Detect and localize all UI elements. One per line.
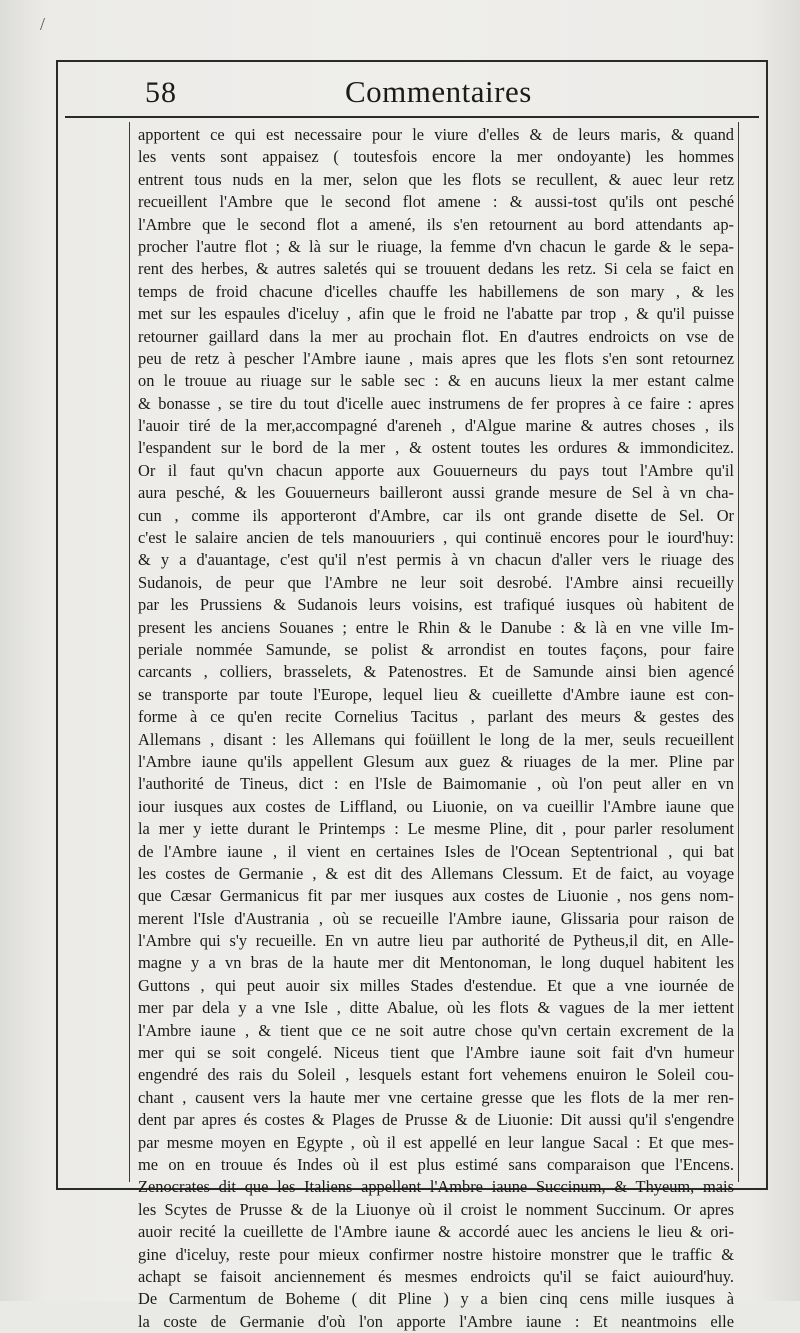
text-line: Allemans , disant : les Allemans qui foüillent le long de la mer, seuls recueillent — [138, 729, 734, 749]
text-line: carcants , colliers, brasselets, & Patenostres. Et de Samunde ainsi bien agencé — [138, 662, 734, 682]
text-line: on le trouue au riuage sur le sable sec : & en aucuns lieux la mer estant calme — [138, 371, 734, 391]
text-line: l'Ambre iaune qu'ils appellent Glesum aux guez & riuages de la mer. Pline par — [138, 751, 734, 771]
text-line: par les Prussiens & Sudanois leurs voisins, est trafiqué iusques où habitent de — [138, 595, 734, 615]
text-line: periale nommée Samunde, se polist & arrondist en toutes façons, pour faire — [138, 639, 734, 659]
page-frame — [56, 60, 768, 1331]
text-line: engendré des rais du Soleil , lesquels estant fort vehemens enuiron le Soleil cou- — [138, 1065, 734, 1085]
text-line: procher l'autre flot ; & là sur le riuage, la femme d'vn chacun le garde & le sepa- — [138, 236, 734, 256]
text-line: la mer y iette durant le Printemps : Le mesme Pline, dit , pour parler resolument — [138, 819, 734, 839]
text-line: rent des herbes, & autres saletés qui se trouuent dedans les retz. Si cela se faict en — [138, 259, 734, 279]
page-header — [65, 66, 759, 118]
text-line: l'authorité de Tineus, dict : en l'Isle de Baimomanie , où l'on peut aller en vn — [138, 774, 734, 794]
text-line: mer par dela y a vne Isle , ditte Abalue, où les flots & vagues de la mer iettent — [138, 998, 734, 1018]
body-text — [129, 122, 739, 1331]
text-line: les costes de Germanie , & est dit des Allemans Clessum. Et de faict, au voyage — [138, 863, 734, 883]
text-line: peu de retz à pescher l'Ambre iaune , mais apres que les flots s'en sont retournez — [138, 348, 734, 368]
text-line: mer qui se soit congelé. Niceus tient que l'Ambre iaune soit fait d'vn humeur — [138, 1043, 734, 1063]
text-line: cun , comme ils apporteront d'Ambre, car ils ont grande disette de Sel. Or — [138, 505, 734, 525]
text-line: l'Ambre iaune , & tient que ce ne soit autre chose qu'vn certain excrement de la — [138, 1020, 734, 1040]
text-line: l'Ambre que le second flot a amené, ils s'en retournent au bord attendants ap- — [138, 214, 734, 234]
text-line: apportent ce qui est necessaire pour le viure d'elles & de leurs maris, & quand — [138, 125, 734, 144]
text-line: dent par apres és costes & Plages de Prusse & de Liuonie: Dit aussi qu'il s'engendre — [138, 1110, 734, 1130]
text-line: par mesme moyen en Egypte , où il est appellé en leur langue Sacal : Et que mes- — [138, 1132, 734, 1152]
text-line: gine d'iceluy, reste pour mieux confirmer nostre histoire monstrer que le traffic & — [138, 1244, 734, 1264]
text-line: les vents sont appaisez ( toutesfois encore la mer ondoyante) les hommes — [138, 147, 734, 167]
text-line: retourner gaillard dans la mer au prochain flot. En d'autres endroicts on vse de — [138, 326, 734, 346]
text-line: l'Ambre qui s'y recueille. En vn autre lieu par authorité de Pytheus,il dit, en Alle- — [138, 931, 734, 951]
text-line: & bonasse , se tire du tout d'icelle auec instrumens de fer propres à ce faire : apres — [138, 393, 734, 413]
margin-mark: / — [40, 14, 46, 34]
text-line: Guttons , qui peut auoir six milles Stades d'estendue. Et que a vne iournée de — [138, 975, 734, 995]
text-line: chant , causent vers la haute mer vne certaine gresse que les flots de la mer ren- — [138, 1087, 734, 1107]
text-line: De Carmentum de Boheme ( dit Pline ) y a bien cinq cens mille iusques à — [138, 1289, 734, 1309]
text-line: se transporte par toute l'Europe, lequel lieu & cueillette d'Ambre iaune est con- — [138, 684, 734, 704]
text-line: met sur les espaules d'iceluy , afin que le froid ne l'abatte par trop , & qu'il puisse — [138, 304, 734, 324]
text-line: temps de froid chacune d'icelles chauffe les habillemens de son mary , & les — [138, 281, 734, 301]
text-line: merent l'Isle d'Austrania , où se recueille l'Ambre iaune, Glissaria pour raison de — [138, 908, 734, 928]
page-content — [65, 66, 759, 1331]
text-line: Or il faut qu'vn chacun apporte aux Gouuerneurs du pays tout l'Ambre qu'il — [138, 460, 734, 480]
text-line: achapt se faisoit anciennement és mesmes endroicts qu'il se faict auiourd'huy. — [138, 1266, 734, 1286]
text-line: magne y a vn bras de la haute mer dit Mentonoman, le long duquel habitent les — [138, 953, 734, 973]
text-line: Sudanois, de peur que l'Ambre ne leur soit desrobé. l'Ambre ainsi recueilly — [138, 572, 734, 592]
text-line: l'espandent sur le bord de la mer , & ostent toutes les ordures & immondicitez. — [138, 438, 734, 458]
text-line: l'auoir tiré de la mer,accompagné d'areneh , d'Algue marine & autres choses , ils — [138, 416, 734, 436]
text-line: la coste de Germanie d'où l'on apporte l'Ambre iaune : Et neantmoins elle — [138, 1311, 734, 1331]
text-line: me on en trouue és Indes où il est plus estimé sans comparaison que l'Encens. — [138, 1154, 734, 1174]
text-line: forme à ce qu'en recite Cornelius Tacitus , parlant des meurs & gestes des — [138, 707, 734, 727]
text-line: recueillent l'Ambre que le second flot amene : & aussi-tost qu'ils ont pesché — [138, 192, 734, 212]
page-number: 58 — [145, 76, 177, 109]
text-line: c'est le salaire ancien de tels manouuriers , qui continuë encores pour le iourd'huy: — [138, 528, 734, 548]
text-line: auoir recité la cueillette de l'Ambre iaune & accordé auec les anciens le lieu & ori- — [138, 1222, 734, 1242]
text-line: Zenocrates dit que les Italiens appellent l'Ambre iaune Succinum, & Thyeum, mais — [138, 1177, 734, 1197]
running-head: Commentaires — [345, 74, 532, 109]
text-line: de l'Ambre iaune , il vient en certaines Isles de l'Ocean Septentrional , qui bat — [138, 841, 734, 861]
text-line: & y a d'auantage, c'est qu'il n'est permis à vn chacun d'aller vers le riuage des — [138, 550, 734, 570]
text-line: que Cæsar Germanicus fit par mer iusques aux costes de Liuonie , nos gens nom- — [138, 886, 734, 906]
text-line: iour iusques aux costes de Liffland, ou Liuonie, on va cueillir l'Ambre iaune que — [138, 796, 734, 816]
text-line: present les anciens Souanes ; entre le Rhin & le Danube : & là en vne ville Im- — [138, 617, 734, 637]
text-line: aura pesché, & les Gouuerneurs bailleront aussi grande mesure de Sel à vn cha- — [138, 483, 734, 503]
text-line: entrent tous nuds en la mer, selon que les flots se recullent, & auec leur retz — [138, 169, 734, 189]
text-line: les Scytes de Prusse & de la Liuonye où il croist le nomment Succinum. Or apres — [138, 1199, 734, 1219]
